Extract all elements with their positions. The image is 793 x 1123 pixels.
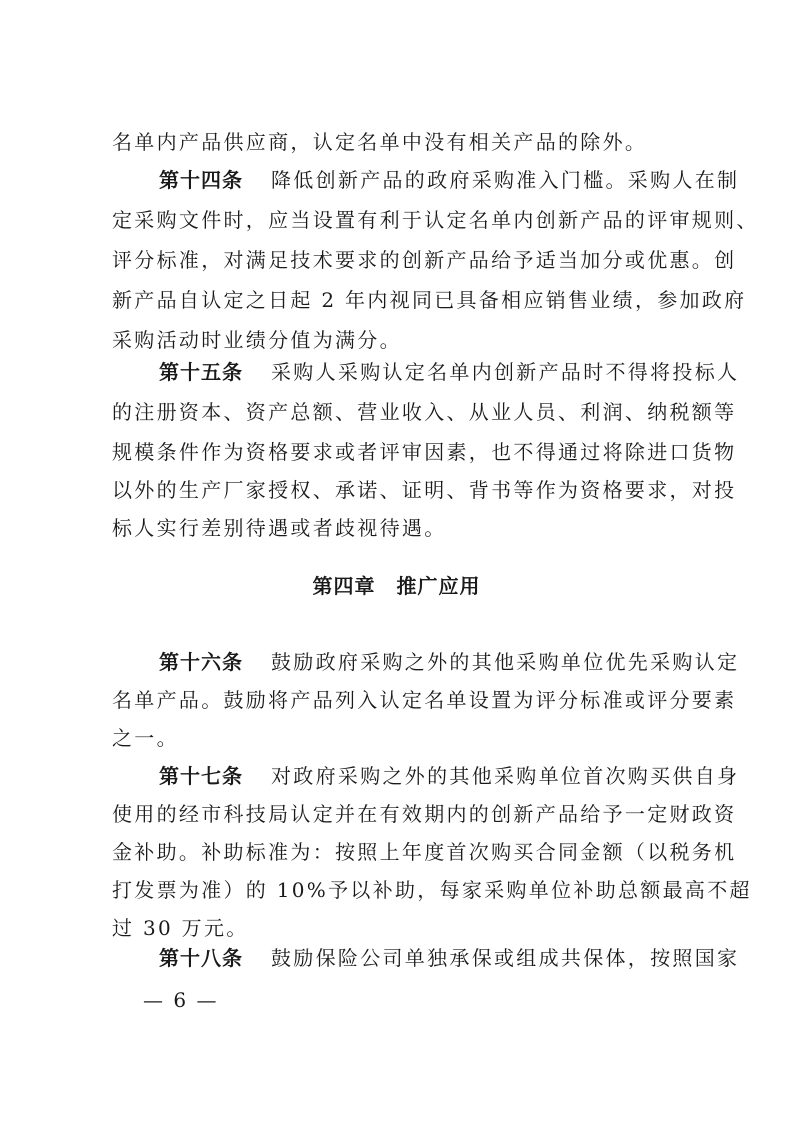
article-number: 第十七条	[159, 764, 243, 788]
line-text: 采购活动时业绩分值为满分。	[112, 328, 402, 352]
chapter-heading: 第四章 推广应用	[312, 574, 481, 598]
article-number: 第十六条	[159, 650, 243, 674]
line-text: 的注册资本、资产总额、营业收入、从业人员、利润、纳税额等	[112, 400, 737, 424]
line-text: 评分标准，对满足技术要求的创新产品给予适当加分或优惠。创	[112, 248, 737, 272]
line-text: 鼓励政府采购之外的其他采购单位优先采购认定	[271, 650, 740, 674]
article-line	[159, 352, 739, 392]
text-line	[112, 200, 759, 240]
article-line	[159, 160, 739, 200]
line-text: 定采购文件时，应当设置有利于认定名单内创新产品的评审规则、	[112, 208, 759, 232]
line-text: 规模条件作为资格要求或者评审因素，也不得通过将除进口货物	[112, 440, 737, 464]
article-number: 第十四条	[159, 168, 243, 192]
text-line	[112, 832, 736, 872]
article-number: 第十五条	[159, 360, 243, 384]
text-line	[112, 870, 752, 910]
article-number: 第十八条	[159, 946, 243, 970]
line-text: 名单内产品供应商，认定名单中没有相关产品的除外。	[112, 130, 648, 154]
text-line	[112, 392, 736, 432]
text-line	[112, 680, 736, 720]
text-line	[112, 280, 746, 320]
line-text: 之一。	[112, 726, 179, 750]
text-line	[112, 794, 736, 834]
page-number: — 6 —	[143, 988, 219, 1012]
text-line	[112, 240, 736, 280]
text-line	[112, 432, 736, 472]
line-text: 标人实行差别待遇或者歧视待遇。	[112, 516, 447, 540]
text-line	[112, 508, 447, 548]
text-line	[112, 718, 179, 758]
article-line	[159, 642, 739, 682]
line-text: 对政府采购之外的其他采购单位首次购买供自身	[271, 764, 740, 788]
text-line	[112, 122, 647, 162]
line-text: 降低创新产品的政府采购准入门槛。采购人在制	[271, 168, 740, 192]
line-text: 打发票为准）的 10%予以补助，每家采购单位补助总额最高不超	[112, 878, 752, 902]
line-text: 过 30 万元。	[112, 916, 249, 940]
line-text: 新产品自认定之日起 2 年内视同已具备相应销售业绩，参加政府	[112, 288, 747, 312]
line-text: 使用的经市科技局认定并在有效期内的创新产品给予一定财政资	[112, 802, 737, 826]
article-line	[159, 756, 739, 796]
article-line	[159, 938, 739, 978]
line-text: 金补助。补助标准为：按照上年度首次购买合同金额（以税务机	[112, 840, 737, 864]
line-text: 名单产品。鼓励将产品列入认定名单设置为评分标准或评分要素	[112, 688, 737, 712]
line-text: 采购人采购认定名单内创新产品时不得将投标人	[271, 360, 740, 384]
line-text: 鼓励保险公司单独承保或组成共保体，按照国家	[271, 946, 740, 970]
line-text: 以外的生产厂家授权、承诺、证明、背书等作为资格要求，对投	[112, 478, 737, 502]
text-line	[112, 470, 736, 510]
